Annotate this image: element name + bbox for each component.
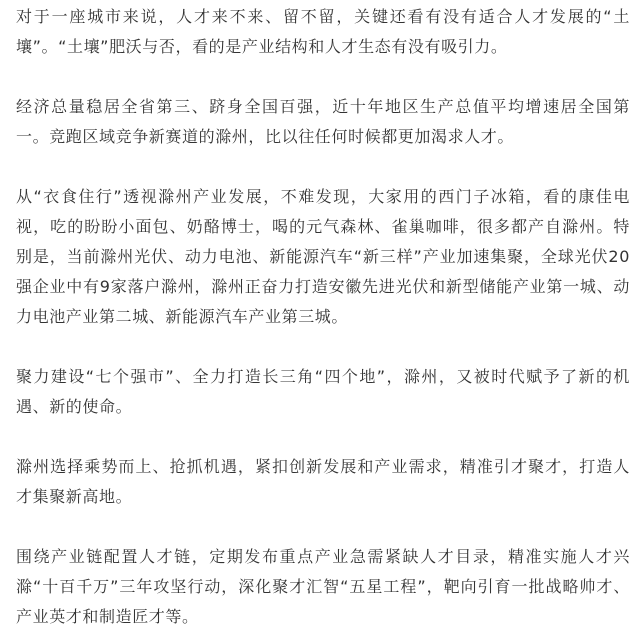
paragraph-industry: 从“衣食住行”透视滁州产业发展，不难发现，大家用的西门子冰箱，看的康佳电视，吃的盼盼小面包、奶酪博士，喝的元气森林、雀巢咖啡，很多都产自滁州。特别是，当前滁州光伏、动力电池、新能源汽车“新三样”产业加速集聚，全球光伏20强企业中有9家落户滁州，滁州正奋力打造安徽先进光伏和新型储能产业第一城、动力电池产业第二城、新能源汽车产业第三城。 xyxy=(16,187,630,326)
paragraph-mission: 聚力建设“七个强市”、全力打造长三角“四个地”，滁州，又被时代赋予了新的机遇、新的使命。 xyxy=(16,367,630,416)
paragraph-economy: 经济总量稳居全省第三、跻身全国百强，近十年地区生产总值平均增速居全国第一。竞跑区域竞争新赛道的滁州，比以往任何时候都更加渴求人才。 xyxy=(16,97,630,146)
paragraph-talent-chain: 围绕产业链配置人才链，定期发布重点产业急需紧缺人才目录，精准实施人才兴滁“十百千万”三年攻坚行动，深化聚才汇智“五星工程”，靶向引育一批战略帅才、产业英才和制造匠才等。 xyxy=(16,547,630,626)
paragraph-opportunity: 滁州选择乘势而上、抢抓机遇，紧扣创新发展和产业需求，精准引才聚才，打造人才集聚新高地。 xyxy=(16,457,630,506)
paragraph-talent-soil: 对于一座城市来说，人才来不来、留不留，关键还看有没有适合人才发展的“土壤”。“土壤”肥沃与否，看的是产业结构和人才生态有没有吸引力。 xyxy=(16,7,630,56)
